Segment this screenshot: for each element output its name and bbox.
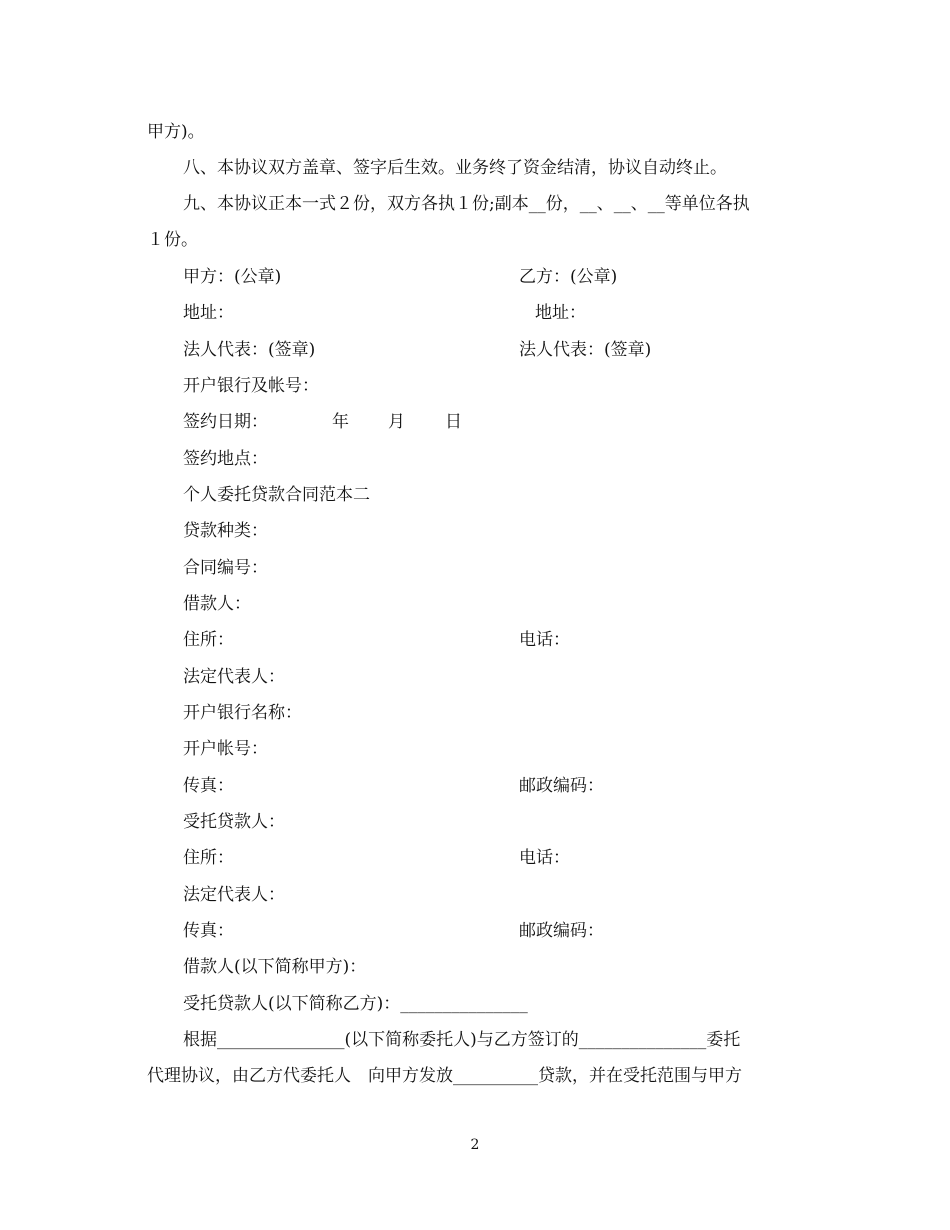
signature-row-seal [183,265,843,289]
clause-eight: 八、本协议双方盖章、签字后生效。业务终了资金结清，协议自动终止。 [183,158,727,178]
borrower-legal-rep: 法定代表人： [183,667,285,687]
trustee-legal-rep: 法定代表人： [183,885,285,905]
borrower-phone: 电话： [519,630,570,650]
sign-date-label: 签约日期： [183,412,268,432]
trustee-phone: 电话： [519,848,570,868]
legal-rep-b: 法人代表：(签章) [519,340,652,360]
borrower-postcode: 邮政编码： [519,776,604,796]
page-number: 2 [470,1137,480,1153]
clause-nine: 九、本协议正本一式２份，双方各执１份;副本__份，__、__、__等单位各执 [183,194,750,214]
loan-type: 贷款种类： [183,521,268,541]
trustee-postcode: 邮政编码： [519,921,604,941]
trustee: 受托贷款人： [183,812,285,832]
legal-rep-a: 法人代表：(签章) [183,340,316,360]
signature-row-legal-rep [183,338,843,362]
sign-date-day: 日 [445,412,462,432]
borrower-party-a: 借款人(以下简称甲方)： [183,957,367,977]
sign-date-year: 年 [332,412,349,432]
trustee-fax: 传真： [183,921,234,941]
address-a: 地址： [183,303,234,323]
trustee-party-b: 受托贷款人(以下简称乙方)：_______________ [183,994,528,1014]
account-number: 开户帐号： [183,739,268,759]
bank-name: 开户银行名称： [183,703,302,723]
address-b: 地址： [535,303,586,323]
section-title: 个人委托贷款合同范本二 [183,485,370,505]
trustee-fax-row [183,919,843,943]
sign-place: 签约地点： [183,449,268,469]
sign-date-month: 月 [388,412,405,432]
bank-account: 开户银行及帐号： [183,376,319,396]
borrower-fax-row [183,774,843,798]
party-a-seal: 甲方：(公章) [183,267,282,287]
clause-nine-cont: １份。 [147,230,198,250]
trustee-residence: 住所： [183,848,234,868]
party-b-seal: 乙方：(公章) [519,267,618,287]
text-line: 甲方)。 [147,122,205,142]
basis-paragraph-cont: 代理协议，由乙方代委托人 向甲方发放__________贷款，并在受托范围与甲方 [147,1066,742,1086]
borrower-fax: 传真： [183,776,234,796]
borrower: 借款人： [183,594,251,614]
basis-paragraph: 根据_______________(以下简称委托人)与乙方签订的_______________委托 [183,1030,741,1050]
trustee-contact-row [183,846,843,870]
borrower-contact-row [183,628,843,652]
borrower-residence: 住所： [183,630,234,650]
signature-row-address [183,301,843,325]
contract-number: 合同编号： [183,558,268,578]
